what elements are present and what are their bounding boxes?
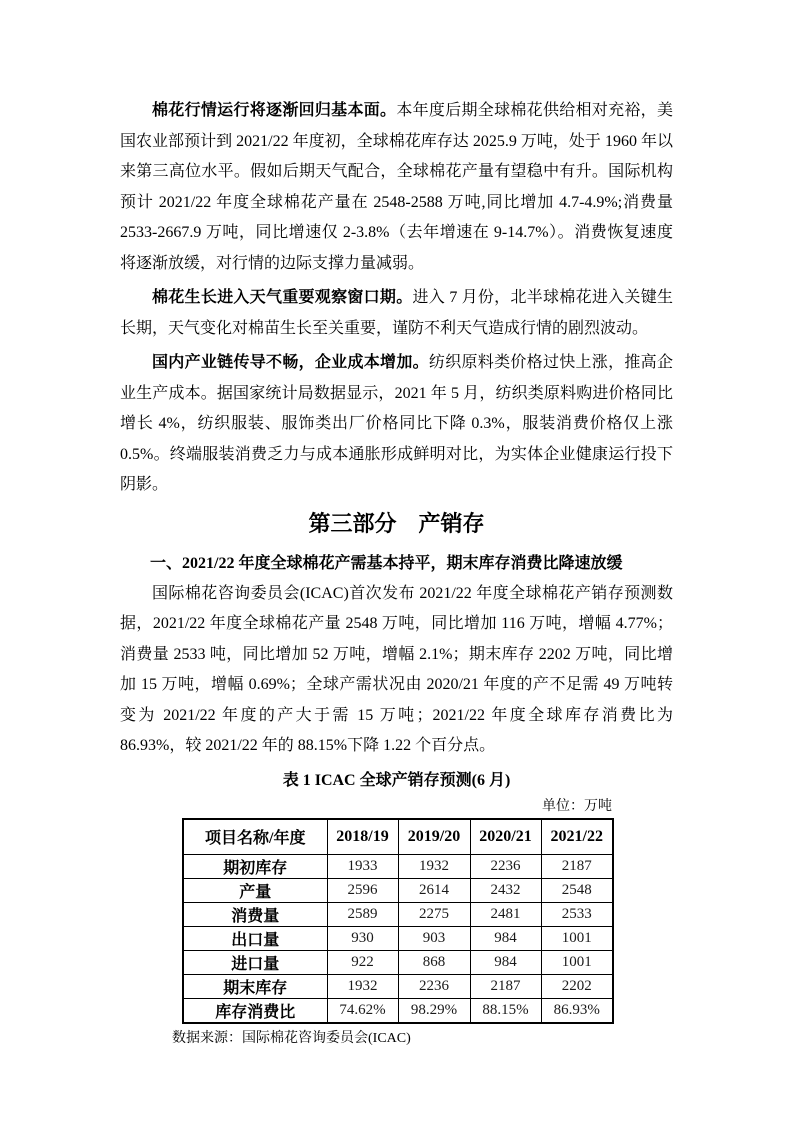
header-cell-item: 项目名称/年度 — [183, 819, 327, 855]
paragraph-domestic-chain — [120, 348, 673, 501]
header-cell-2019-20: 2019/20 — [398, 819, 470, 855]
table-caption: 表 1 ICAC 全球产销存预测(6 月) — [282, 771, 511, 789]
cell: 2596 — [327, 878, 398, 902]
table-row — [183, 998, 613, 1023]
paragraph-lead: 国内产业链传导不畅，企业成本增加。 — [152, 354, 429, 371]
table-block — [172, 798, 612, 1049]
cell: 922 — [327, 950, 398, 974]
cell: 2432 — [470, 878, 541, 902]
cell: 930 — [327, 926, 398, 950]
row-label: 出口量 — [183, 926, 327, 950]
table-row — [183, 950, 613, 974]
cell: 2187 — [541, 854, 613, 878]
cell: 2548 — [541, 878, 613, 902]
header-cell-2018-19: 2018/19 — [327, 819, 398, 855]
paragraph-text: 纺织原料类价格过快上涨，推高企业生产成本。据国家统计局数据显示，2021 年 5 月，纺织类原料购进价格同比增长 4%，纺织服装、服饰类出厂价格同比下降 0.3%，服装消费价格仅上涨 0.5%。终端服装消费乏力与成本通胀形成鲜明对比，为实体企业健康运行投下阴影。 — [120, 354, 673, 493]
paragraph-text: 进入 7 月份，北半球棉花进入关键生长期，天气变化对棉苗生长至关重要，谨防不利天气造成行情的剧烈波动。 — [120, 289, 673, 337]
paragraph-weather-window — [120, 283, 673, 344]
page-content — [120, 96, 673, 1049]
cell: 2533 — [541, 902, 613, 926]
table-unit-label: 单位：万吨 — [542, 798, 612, 814]
row-label: 产量 — [183, 878, 327, 902]
cell: 2614 — [398, 878, 470, 902]
cell: 1932 — [327, 974, 398, 998]
cell: 1001 — [541, 926, 613, 950]
paragraph-icac-forecast — [120, 579, 673, 762]
row-label: 库存消费比 — [183, 998, 327, 1023]
cell: 984 — [470, 926, 541, 950]
cell: 984 — [470, 950, 541, 974]
table-row — [183, 926, 613, 950]
cell: 903 — [398, 926, 470, 950]
table-row — [183, 902, 613, 926]
row-label: 期末库存 — [183, 974, 327, 998]
row-label: 进口量 — [183, 950, 327, 974]
cell: 2589 — [327, 902, 398, 926]
row-label: 消费量 — [183, 902, 327, 926]
table-row — [183, 854, 613, 878]
paragraph-lead: 棉花行情运行将逐渐回归基本面。 — [152, 102, 397, 119]
cell: 98.29% — [398, 998, 470, 1023]
paragraph-text: 本年度后期全球棉花供给相对充裕，美国农业部预计到 2021/22 年度初，全球棉花库存达 2025.9 万吨，处于 1960 年以来第三高位水平。假如后期天气配合，全球棉花产量有望稳中有升。国际机构预计 2021/22 年度全球棉花产量在 2548-2588 万吨,同比增加 4.7-4.9%;消费量 2533-2667.9 万吨，同比增速仅 2-3.8%（去年增速在 9-14.7%）。消费恢复速度将逐渐放缓，对行情的边际支撑力量减弱。 — [120, 102, 673, 272]
section-title: 第三部分 产销存 — [308, 510, 485, 536]
cell: 2202 — [541, 974, 613, 998]
cell: 1001 — [541, 950, 613, 974]
cell: 2187 — [470, 974, 541, 998]
header-cell-2020-21: 2020/21 — [470, 819, 541, 855]
paragraph-market-outlook — [120, 96, 673, 279]
header-cell-2021-22: 2021/22 — [541, 819, 613, 855]
cell: 88.15% — [470, 998, 541, 1023]
table-row — [183, 974, 613, 998]
subsection-title: 一、2021/22 年度全球棉花产需基本持平，期末库存消费比降速放缓 — [150, 554, 623, 572]
table-row — [183, 878, 613, 902]
cell: 868 — [398, 950, 470, 974]
paragraph-lead: 棉花生长进入天气重要观察窗口期。 — [152, 289, 413, 306]
cell: 1933 — [327, 854, 398, 878]
cell: 2275 — [398, 902, 470, 926]
cell: 86.93% — [541, 998, 613, 1023]
cell: 74.62% — [327, 998, 398, 1023]
paragraph-text: 国际棉花咨询委员会(ICAC)首次发布 2021/22 年度全球棉花产销存预测数据，2021/22 年度全球棉花产量 2548 万吨，同比增加 116 万吨，增幅 4.77%；消费量 2533 吨，同比增加 52 万吨，增幅 2.1%；期末库存 2202 万吨，同比增加 15 万吨，增幅 0.69%；全球产需状况由 2020/21 年度的产不足需 49 万吨转变为 2021/22 年度的产大于需 15 万吨；2021/22 年度全球库存消费比为 86.93%，较 2021/22 年的 88.15%下降 1.22 个百分点。 — [120, 584, 673, 754]
cell: 1932 — [398, 854, 470, 878]
cell: 2236 — [470, 854, 541, 878]
cell: 2481 — [470, 902, 541, 926]
table-header-row — [183, 819, 613, 855]
icac-forecast-table — [182, 818, 614, 1024]
cell: 2236 — [398, 974, 470, 998]
table-source-note: 数据来源：国际棉花咨询委员会(ICAC) — [172, 1030, 411, 1046]
row-label: 期初库存 — [183, 854, 327, 878]
